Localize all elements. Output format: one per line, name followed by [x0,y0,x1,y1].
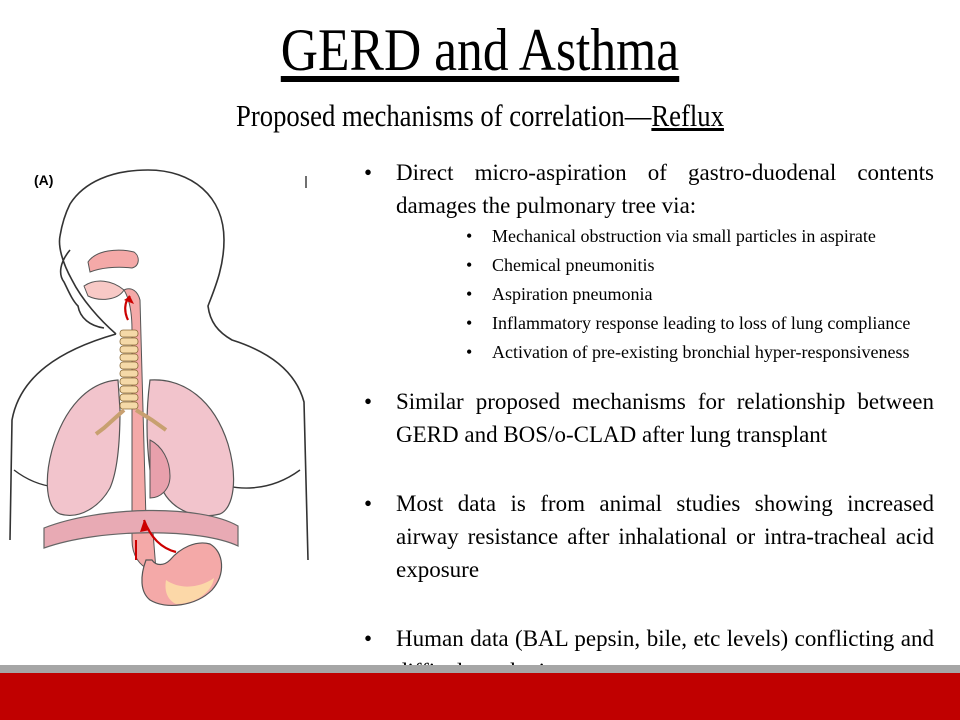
sub-bullet-item [466,309,934,338]
sub-bullet-glyph: • [466,226,473,246]
bullet-text: Human data (BAL pepsin, bile, etc levels) conflicting and [396,626,934,651]
bullet-text: Similar proposed mechanisms for relationship between GERD and BOS/o-CLAD after lung transplant [396,389,934,447]
sub-bullet-text: Mechanical obstruction via small particles in aspirate [492,226,876,246]
bullet-glyph: • [364,389,373,414]
bullet-glyph: • [364,491,373,516]
footer-red-band [0,673,960,720]
bullet-glyph: • [364,160,373,185]
sub-bullet-glyph: • [466,342,473,362]
left-lung [47,380,120,515]
bullet-item [364,385,934,451]
sub-bullet-text: Aspiration pneumonia [492,284,653,304]
sub-bullet-text: Chemical pneumonitis [492,255,655,275]
sub-bullet-text: Activation of pre-existing bronchial hyper-responsiveness [492,342,910,362]
bullet-list [364,156,934,688]
sub-bullet-item [466,222,934,251]
slide-title: GERD and Asthma [280,17,680,83]
bullet-glyph: • [364,626,373,651]
subtitle-prefix: Proposed mechanisms of correlation— [236,98,652,133]
bullet-text: Direct micro-aspiration of gastro-duodenal contents damages the pulmonary tree via: [396,160,934,218]
sub-bullet-glyph: • [466,313,473,333]
sub-bullet-item [466,338,934,367]
footer-gray-rule [0,665,960,673]
subtitle-underlined: Reflux [651,98,724,133]
sub-bullet-glyph: • [466,255,473,275]
sub-bullet-glyph: • [466,284,473,304]
bullet-item [364,487,934,586]
sub-bullet-text: Inflammatory response leading to loss of lung compliance [492,313,911,333]
bullet-text: Most data is from animal studies showing increased airway resistance after inhalational or intra-tracheal acid exposure [396,491,934,582]
sub-bullet-item [466,251,934,280]
slide-subtitle [67,96,893,136]
anatomy-reflux-illustration [0,160,320,620]
sub-bullet-item [466,280,934,309]
bullet-item [364,156,934,222]
figure-label: (A) [34,172,54,188]
